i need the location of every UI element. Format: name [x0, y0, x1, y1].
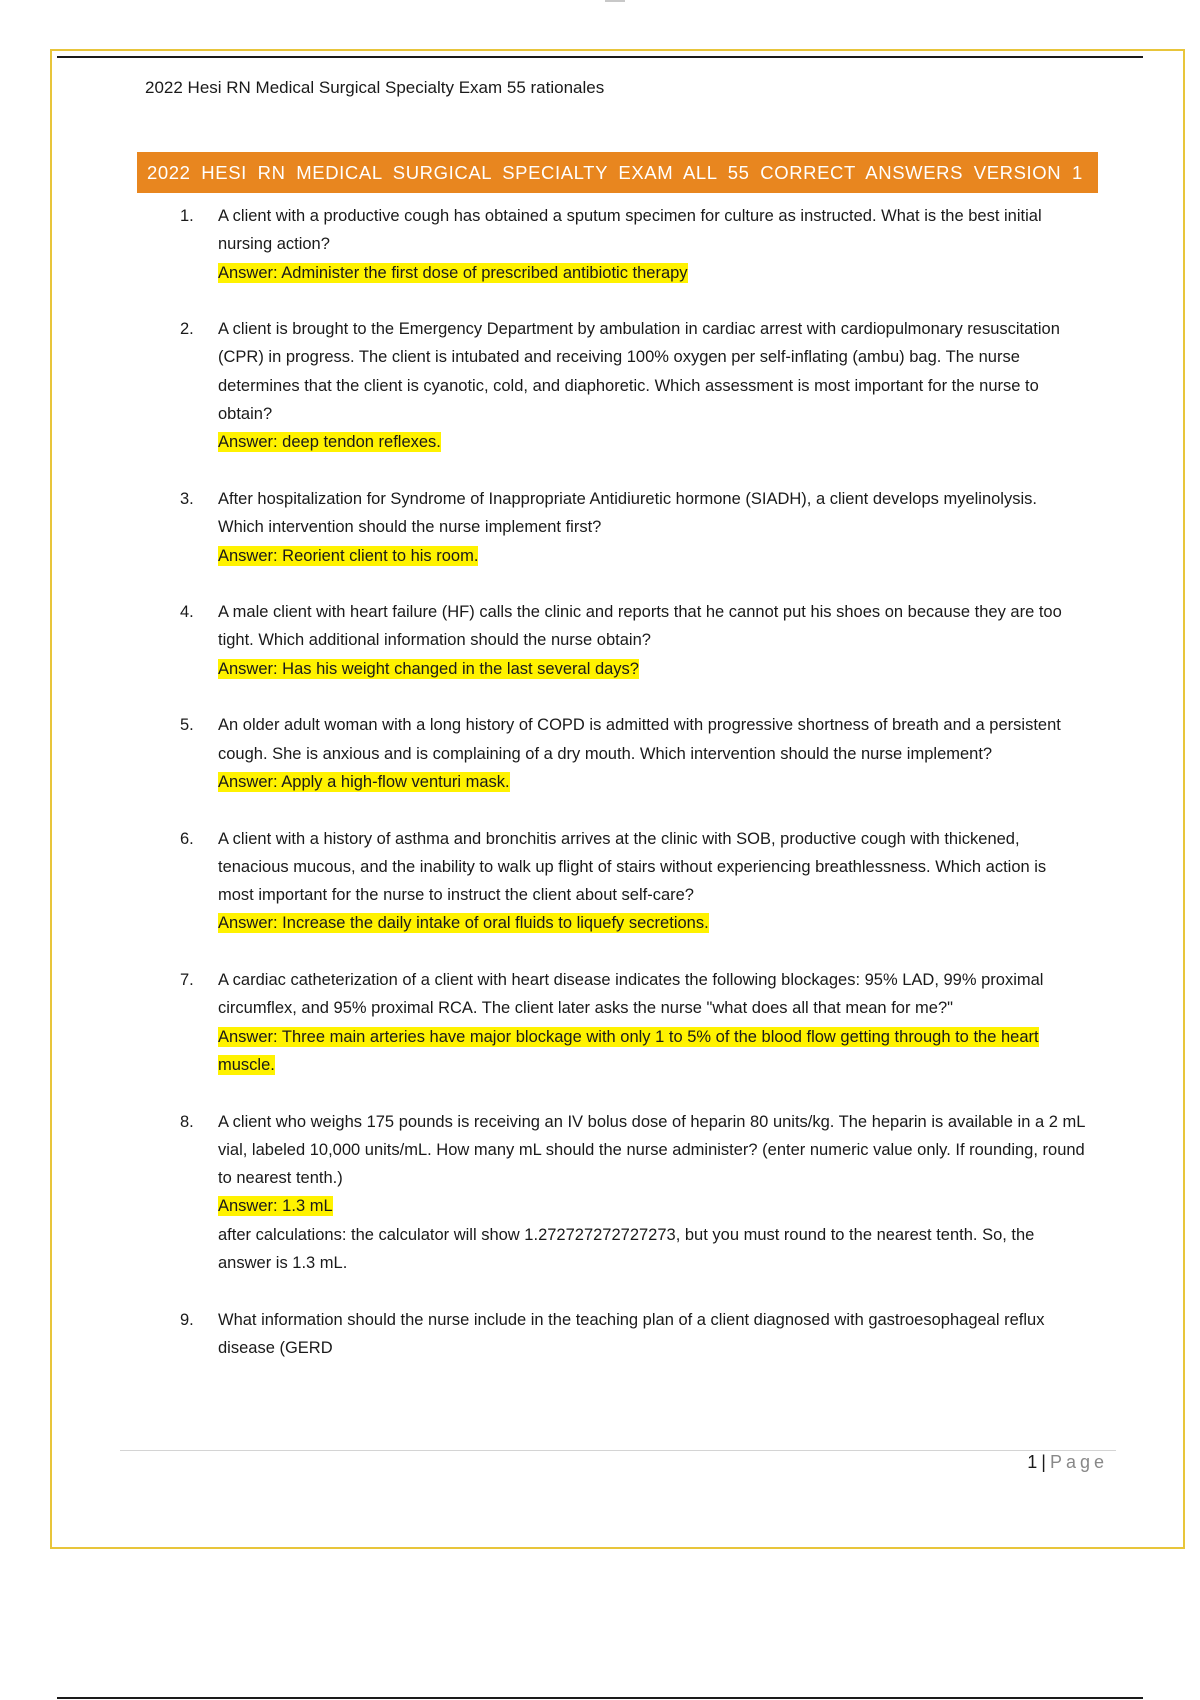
question-text: A client who weighs 175 pounds is receiving an IV bolus dose of heparin 80 units/kg. The heparin is available in a 2 mL vial, labeled 10,000 units/mL. How many mL should the nurse administer? (enter numeric value only. If rounding, round to nearest tenth.) — [218, 1112, 1085, 1188]
question-text: A male client with heart failure (HF) calls the clinic and reports that he cannot put his shoes on because they are too tight. Which additional information should the nurse obtain? — [218, 603, 1062, 650]
page-number-footer — [1027, 1452, 1108, 1473]
question-item — [180, 1306, 1085, 1363]
question-text: A cardiac catheterization of a client with heart disease indicates the following blockages: 95% LAD, 99% proximal circumflex, and 95% proximal RCA. The client later asks the nurse "what does all that mean for me?" — [218, 971, 1044, 1018]
question-number: 9. — [180, 1310, 194, 1329]
section-banner: 2022 HESI RN MEDICAL SURGICAL SPECIALTY EXAM ALL 55 CORRECT ANSWERS VERSION 1 — [137, 152, 1098, 193]
question-item — [180, 485, 1085, 570]
answer-explanation: after calculations: the calculator will show 1.272727272727273, but you must round to the nearest tenth. So, the answer is 1.3 mL. — [218, 1225, 1035, 1272]
question-text: A client with a history of asthma and bronchitis arrives at the clinic with SOB, productive cough with thickened, tenacious mucous, and the inability to walk up flight of stairs without experiencing breathlessness. Which action is most important for the nurse to instruct the client about self-care? — [218, 829, 1047, 905]
page-number: 1 — [1027, 1452, 1038, 1472]
answer-highlight: Answer: Apply a high-flow venturi mask. — [218, 772, 510, 791]
top-edge-mark — [605, 0, 625, 2]
answer-highlight: Answer: Increase the daily intake of oral fluids to liquefy secretions. — [218, 914, 709, 933]
question-text: What information should the nurse include in the teaching plan of a client diagnosed with gastroesophageal reflux disease (GERD — [218, 1310, 1045, 1357]
question-number: 7. — [180, 971, 194, 990]
footer-rule — [120, 1450, 1116, 1451]
question-number: 2. — [180, 320, 194, 339]
question-list — [180, 202, 1085, 1390]
question-number: 5. — [180, 716, 194, 735]
question-text: After hospitalization for Syndrome of Inappropriate Antidiuretic hormone (SIADH), a client develops myelinolysis. Which intervention should the nurse implement first? — [218, 489, 1037, 537]
question-text: A client is brought to the Emergency Department by ambulation in cardiac arrest with cardiopulmonary resuscitation (CPR) in progress. The client is intubated and receiving 100% oxygen per self-inflating (ambu) bag. The nurse determines that the client is cyanotic, cold, and diaphoretic. Which assessment is most important for the nurse to obtain? — [218, 320, 1060, 424]
page-label: Page — [1049, 1452, 1108, 1472]
bottom-rule — [57, 1697, 1143, 1699]
answer-highlight: Answer: 1.3 mL — [218, 1197, 333, 1216]
page-separator: | — [1041, 1452, 1046, 1472]
question-number: 3. — [180, 489, 194, 508]
question-number: 4. — [180, 603, 194, 622]
answer-highlight: Answer: Administer the first dose of prescribed antibiotic therapy — [218, 263, 688, 282]
question-number: 6. — [180, 829, 194, 848]
top-rule — [57, 56, 1143, 58]
answer-highlight: Answer: Three main arteries have major blockage with only 1 to 5% of the blood flow getting through to the heart muscle. — [218, 1027, 1039, 1074]
question-item — [180, 598, 1085, 683]
answer-highlight: Answer: deep tendon reflexes. — [218, 433, 441, 452]
question-item — [180, 1108, 1085, 1278]
question-text: An older adult woman with a long history of COPD is admitted with progressive shortness of breath and a persistent cough. She is anxious and is complaining of a dry mouth. Which intervention should the nurse implement? — [218, 716, 1061, 763]
question-number: 1. — [180, 207, 194, 225]
question-item — [180, 711, 1085, 796]
question-item — [180, 315, 1085, 456]
question-number: 8. — [180, 1112, 194, 1131]
question-item — [180, 202, 1085, 287]
document-header: 2022 Hesi RN Medical Surgical Specialty Exam 55 rationales — [145, 78, 605, 97]
question-text: A client with a productive cough has obtained a sputum specimen for culture as instructed. What is the best initial nursing action? — [218, 207, 1042, 254]
answer-highlight: Answer: Reorient client to his room. — [218, 546, 479, 565]
question-item — [180, 825, 1085, 938]
question-item — [180, 966, 1085, 1079]
answer-highlight: Answer: Has his weight changed in the last several days? — [218, 659, 639, 678]
